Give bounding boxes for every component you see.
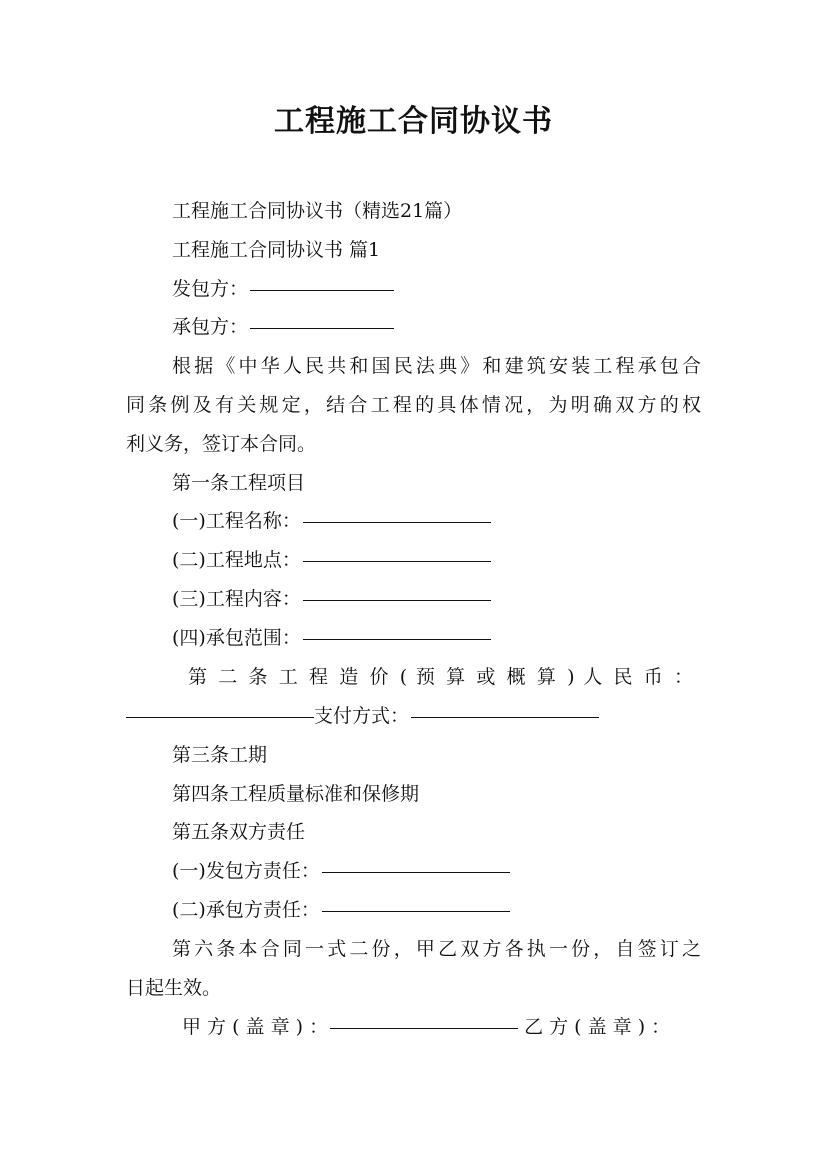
sign-a-label: 甲 方 ( 盖 章 ) ：	[182, 1016, 329, 1038]
item-contract-scope-blank	[303, 615, 491, 640]
item-project-content-blank	[303, 576, 491, 601]
item-project-location	[172, 541, 491, 579]
item-project-content-label: (三)工程内容：	[172, 588, 301, 610]
payment-label: 支付方式：	[314, 705, 410, 727]
article-3-heading: 第三条工期	[172, 744, 268, 766]
sign-b-label: 乙 方 ( 盖 章 ) ：	[524, 1016, 671, 1038]
item-project-content	[172, 580, 491, 618]
article-4-heading: 第四条工程质量标准和保修期	[172, 783, 420, 805]
subtitle-line: 工程施工合同协议书（精选21篇）	[172, 200, 463, 222]
item-project-location-blank	[303, 537, 491, 562]
party-a-label: 发包方：	[172, 278, 249, 300]
duty-contractor	[172, 891, 510, 929]
duty-employer	[172, 852, 510, 890]
item-contract-scope-label: (四)承包范围：	[172, 627, 301, 649]
preamble-line-1: 根据《中华人民共和国民法典》和建筑安装工程承包合	[172, 355, 701, 377]
item-project-name-label: (一)工程名称：	[172, 510, 301, 532]
item-project-name-blank	[303, 498, 491, 523]
item-contract-scope	[172, 619, 491, 657]
duty-contractor-blank	[322, 887, 510, 912]
document-title: 工程施工合同协议书	[274, 104, 553, 139]
sign-a-blank	[330, 1004, 518, 1029]
duty-contractor-label: (二)承包方责任：	[172, 899, 320, 921]
preamble-line-2: 同条例及有关规定，结合工程的具体情况，为明确双方的权	[126, 394, 701, 416]
article-2-line-2	[126, 697, 701, 735]
article-6-line-1: 第六条本合同一式二份，甲乙双方各执一份，自签订之	[172, 938, 701, 960]
duty-employer-label: (一)发包方责任：	[172, 860, 320, 882]
item-project-location-label: (二)工程地点：	[172, 549, 301, 571]
section-heading: 工程施工合同协议书 篇1	[172, 239, 381, 261]
article-5-heading: 第五条双方责任	[172, 821, 306, 843]
price-blank	[126, 693, 314, 718]
duty-employer-blank	[322, 848, 510, 873]
party-a-blank	[250, 266, 394, 291]
payment-blank	[411, 693, 599, 718]
article-2-line-1: 第 二 条 工 程 造 价 ( 预 算 或 概 算 ) 人 民 币 ：	[188, 666, 693, 688]
signature-line	[182, 1008, 670, 1046]
item-project-name	[172, 502, 491, 540]
preamble-line-3: 利义务，签订本合同。	[126, 433, 317, 455]
article-6-line-2: 日起生效。	[126, 977, 222, 999]
article-1-heading: 第一条工程项目	[172, 472, 306, 494]
party-a-line	[172, 270, 394, 308]
party-b-line	[172, 308, 394, 346]
party-b-label: 承包方：	[172, 316, 249, 338]
party-b-blank	[250, 304, 394, 329]
